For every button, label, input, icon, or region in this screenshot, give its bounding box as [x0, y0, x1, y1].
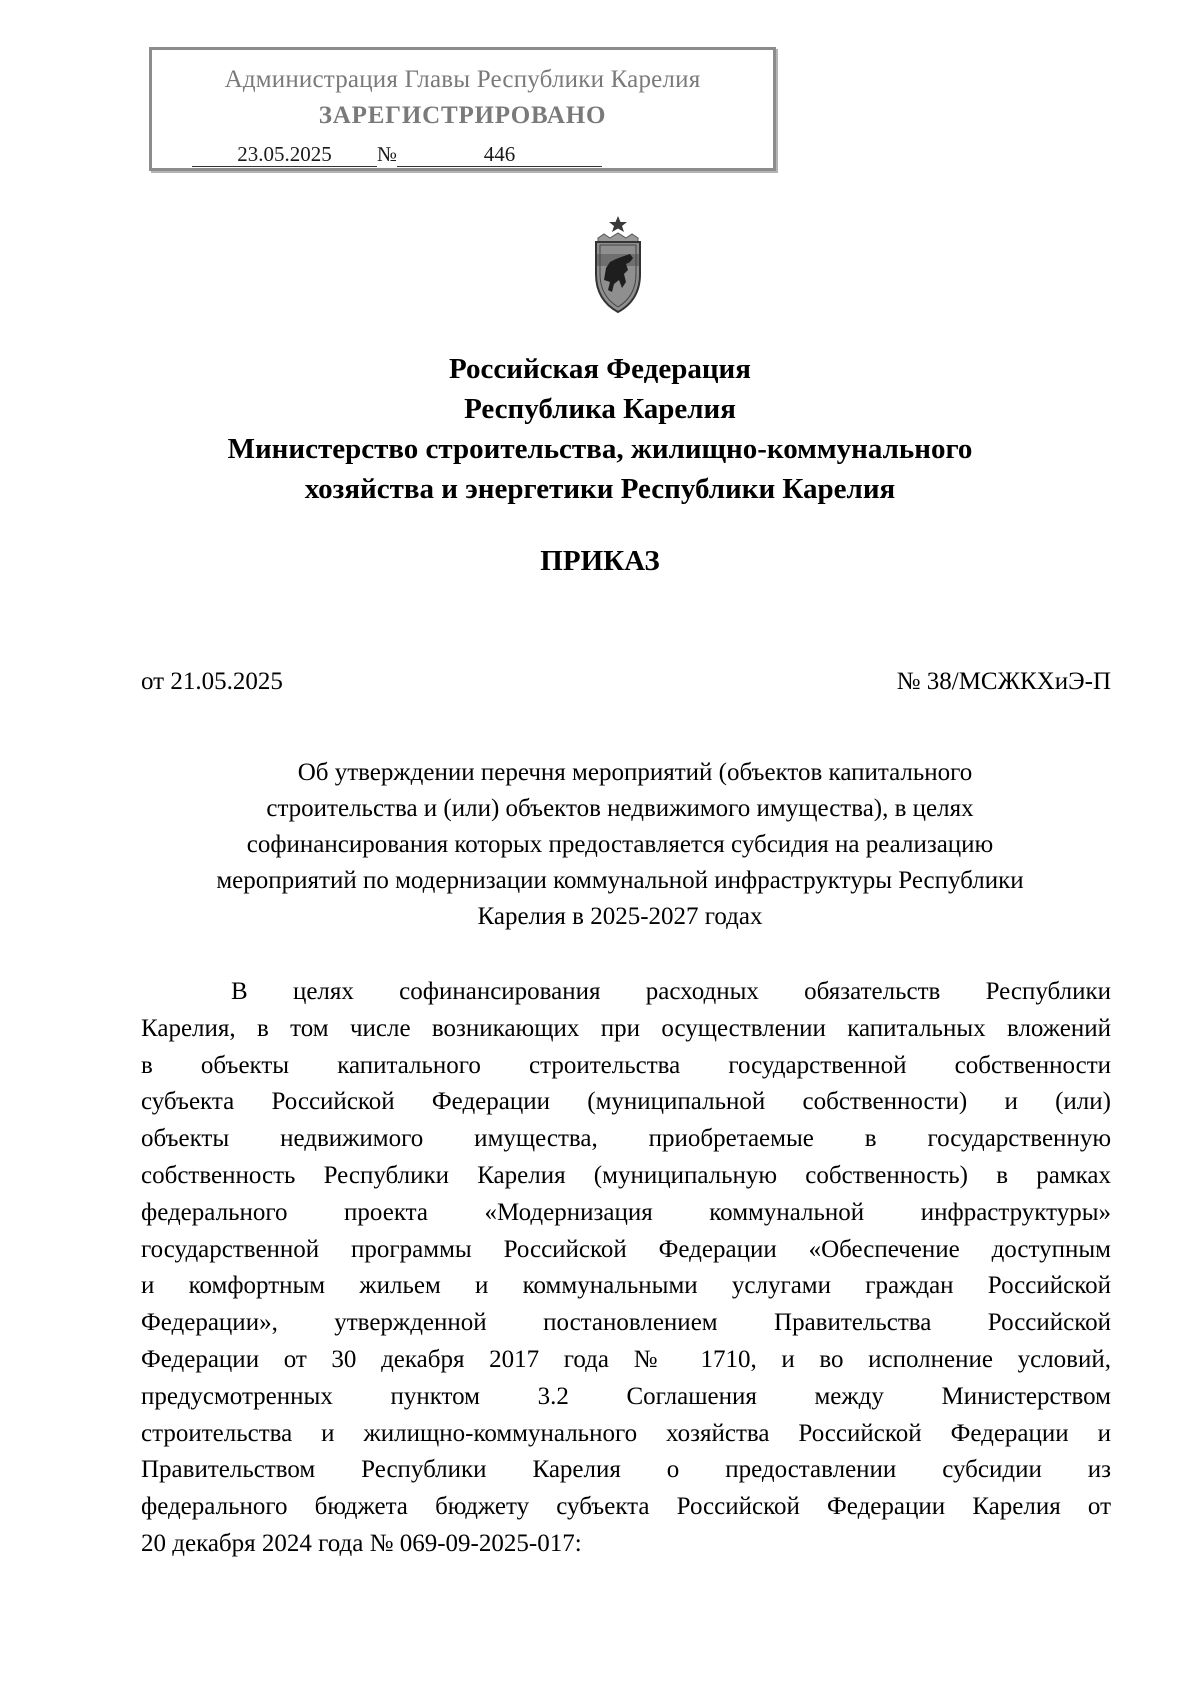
- body-line: в объекты капитального строительства государственной собственности: [141, 1051, 1111, 1079]
- stamp-registration: [192, 142, 602, 167]
- body-line: субъекта Российской Федерации (муниципальной собственности) и (или): [141, 1088, 1111, 1116]
- order-number: № 38/МСЖКХиЭ-П: [896, 668, 1111, 695]
- body-line: федерального проекта «Модернизация коммунальной инфраструктуры»: [141, 1198, 1111, 1226]
- body-line: 20 декабря 2024 года № 069-09-2025-017:: [141, 1529, 582, 1557]
- subject-line: Об утверждении перечня мероприятий (объектов капитального: [297, 759, 973, 786]
- stamp-number: 446: [397, 142, 602, 167]
- order-body: [141, 974, 1111, 1563]
- body-line: Карелия, в том числе возникающих при осуществлении капитальных вложений: [141, 1014, 1111, 1042]
- stamp-number-sign: №: [377, 142, 398, 166]
- body-line: В целях софинансирования расходных обязательств Республики: [231, 978, 1111, 1005]
- body-line: предусмотренных пунктом 3.2 Соглашения между Министерством: [141, 1382, 1111, 1410]
- body-line: собственность Республики Карелия (муниципальную собственность) в рамках: [141, 1161, 1111, 1189]
- body-line: Федерации от 30 декабря 2017 года № 1710, и во исполнение условий,: [141, 1345, 1111, 1373]
- body-line: и комфортным жильем и коммунальными услугами граждан Российской: [141, 1272, 1111, 1300]
- header-ministry-line2: хозяйства и энергетики Республики Карелия: [304, 473, 896, 505]
- order-subject: [160, 755, 1080, 935]
- subject-line: Карелия в 2025-2027 годах: [477, 903, 763, 930]
- stamp-status: ЗАРЕГИСТРИРОВАНО: [318, 102, 607, 129]
- body-line: объекты недвижимого имущества, приобретаемые в государственную: [141, 1125, 1111, 1153]
- subject-line: строительства и (или) объектов недвижимого имущества), в целях: [266, 795, 974, 822]
- body-line: Федерации», утвержденной постановлением Правительства Российской: [141, 1309, 1111, 1337]
- document-type: ПРИКАЗ: [540, 545, 660, 577]
- body-line: строительства и жилищно-коммунального хозяйства Российской Федерации и: [141, 1419, 1111, 1447]
- karelia-coat-of-arms-icon: [586, 214, 650, 318]
- document-header: [100, 349, 1100, 509]
- header-ministry-line1: Министерство строительства, жилищно-коммунального: [227, 433, 973, 465]
- stamp-authority: Администрация Главы Республики Карелия: [224, 66, 701, 93]
- header-region: Республика Карелия: [464, 393, 736, 425]
- header-country: Российская Федерация: [449, 353, 751, 385]
- subject-line: мероприятий по модернизации коммунальной инфраструктуры Республики: [216, 867, 1024, 894]
- body-line: федерального бюджета бюджету субъекта Российской Федерации Карелия от: [141, 1493, 1111, 1521]
- registration-stamp: [149, 47, 776, 171]
- body-line: государственной программы Российской Федерации «Обеспечение доступным: [141, 1235, 1111, 1263]
- order-date: от 21.05.2025: [141, 668, 283, 695]
- body-line: Правительством Республики Карелия о предоставлении субсидии из: [141, 1456, 1111, 1484]
- stamp-date: 23.05.2025: [192, 142, 377, 167]
- subject-line: софинансирования которых предоставляется субсидия на реализацию: [246, 831, 994, 858]
